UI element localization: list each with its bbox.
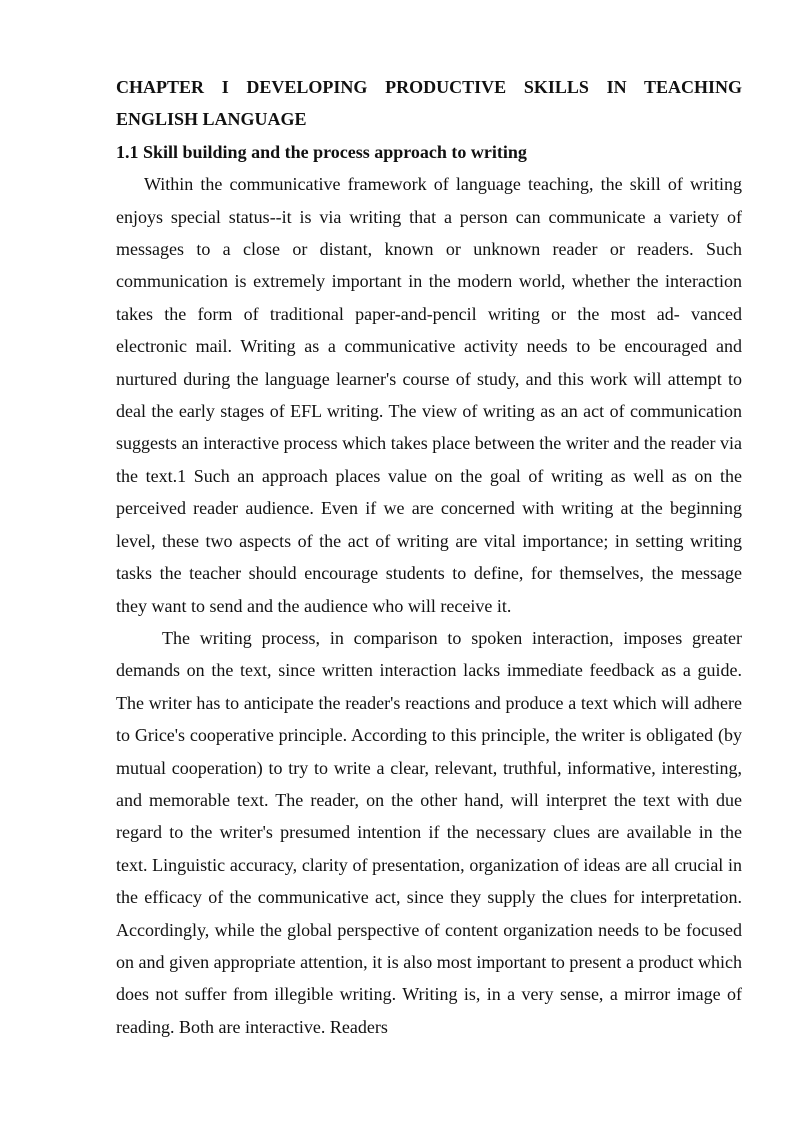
body-paragraph: The writing process, in comparison to spoken interaction, imposes greater demands on the text, since written interaction lacks immediate feedback as a guide. The writer has to anticipate the reader's reactions and produce a text which will adhere to Grice's cooperative principle. According to this principle, the writer is obligated (by mutual cooperation) to try to write a clear, relevant, truthful, informative, interesting, and memorable text. The reader, on the other hand, will interpret the text with due regard to the writer's presumed intention if the necessary clues are available in the text. Linguistic accuracy, clarity of presentation, organization of ideas are all crucial in the efficacy of the communicative act, since they supply the clues for interpretation. Accordingly, while the global perspective of content organization needs to be focused on and given appropriate attention, it is also most important to present a product which does not suffer from illegible writing. Writing is, in a very sense, a mirror image of reading. Both are interactive. Readers: [116, 627, 742, 1037]
body-paragraph: Within the communicative framework of language teaching, the skill of writing enjoys special status--it is via writing that a person can communicate a variety of messages to a close or distant, known or unknown reader or readers. Such communication is extremely important in the modern world, whether the interaction takes the form of traditional paper-and-pencil writing or the most ad- vanced electronic mail. Writing as a communicative activity needs to be encouraged and nurtured during the language learner's course of study, and this work will attempt to deal the early stages of EFL writing. The view of writing as an act of communication suggests an interactive process which takes place between the writer and the reader via the text.1 Such an approach places value on the goal of writing as well as on the perceived reader audience. Even if we are concerned with writing at the beginning level, these two aspects of the act of writing are vital importance; in setting writing tasks the teacher should encourage students to define, for themselves, the message they want to send and the audience who will receive it.: [116, 174, 742, 616]
section-title: 1.1 Skill building and the process approach to writing: [116, 141, 527, 162]
document-page: [116, 71, 742, 1043]
chapter-title: CHAPTER I DEVELOPING PRODUCTIVE SKILLS IN TEACHING ENGLISH LANGUAGE: [116, 77, 742, 130]
